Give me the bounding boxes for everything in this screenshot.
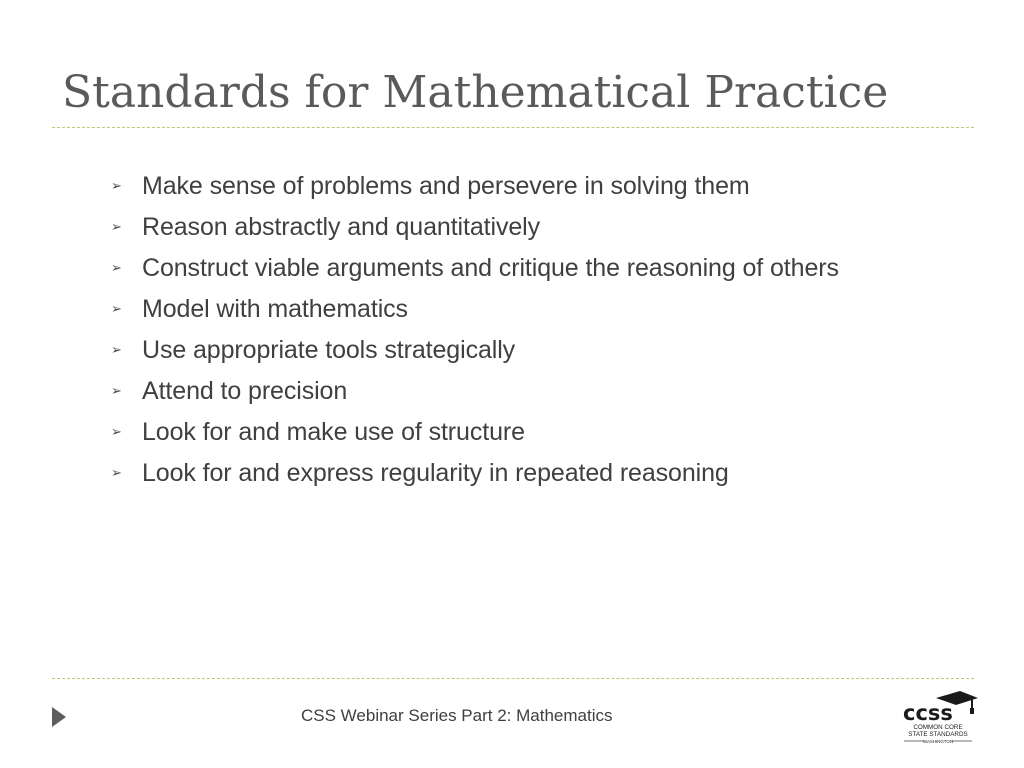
arrowhead-bullet-icon: ➢ <box>111 466 122 481</box>
arrowhead-bullet-icon: ➢ <box>111 425 122 440</box>
list-item <box>110 330 839 371</box>
list-item <box>110 248 839 289</box>
play-arrow-icon[interactable] <box>52 707 66 727</box>
arrowhead-bullet-icon: ➢ <box>111 220 122 235</box>
arrowhead-bullet-icon: ➢ <box>111 261 122 276</box>
list-item <box>110 207 839 248</box>
bullet-text: Look for and make use of structure <box>142 418 525 446</box>
footer-text: CSS Webinar Series Part 2: Mathematics <box>301 706 613 725</box>
logo-line1: COMMON CORE <box>913 724 963 731</box>
logo-line2: STATE STANDARDS <box>908 731 968 738</box>
ccss-logo <box>898 688 978 750</box>
bottom-divider <box>52 678 974 679</box>
top-divider <box>52 127 974 128</box>
arrowhead-bullet-icon: ➢ <box>111 384 122 399</box>
arrowhead-bullet-icon: ➢ <box>111 179 122 194</box>
logo-mark: ccss <box>903 701 953 725</box>
bullet-list <box>110 166 839 494</box>
arrowhead-bullet-icon: ➢ <box>111 343 122 358</box>
list-item <box>110 166 839 207</box>
list-item <box>110 289 839 330</box>
list-item <box>110 453 839 494</box>
slide-title: Standards for Mathematical Practice <box>62 67 889 118</box>
bullet-text: Construct viable arguments and critique the reasoning of others <box>142 254 839 282</box>
arrowhead-bullet-icon: ➢ <box>111 302 122 317</box>
list-item <box>110 371 839 412</box>
bullet-text: Make sense of problems and persevere in solving them <box>142 172 750 200</box>
list-item <box>110 412 839 453</box>
bullet-text: Use appropriate tools strategically <box>142 336 516 364</box>
logo-line3: WASHINGTON <box>922 739 954 744</box>
bullet-text: Attend to precision <box>142 377 348 405</box>
bullet-text: Model with mathematics <box>142 295 408 323</box>
bullet-text: Look for and express regularity in repeated reasoning <box>142 459 729 487</box>
bullet-text: Reason abstractly and quantitatively <box>142 213 541 241</box>
